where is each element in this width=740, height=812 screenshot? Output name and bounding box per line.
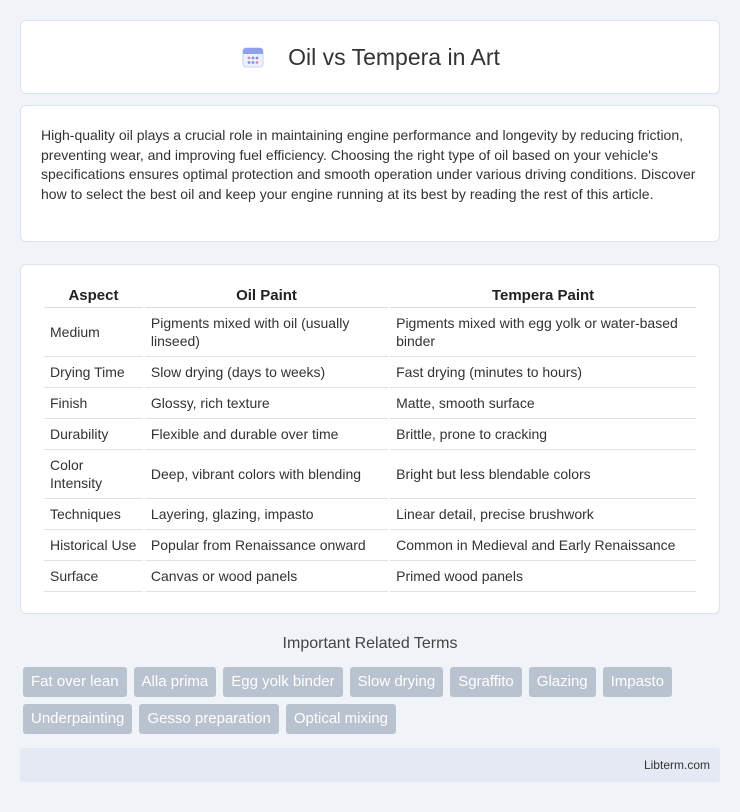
table-cell: Glossy, rich texture <box>145 388 388 419</box>
related-term-tag[interactable]: Glazing <box>529 667 596 697</box>
intro-card <box>20 105 720 242</box>
table-cell: Slow drying (days to weeks) <box>145 357 388 388</box>
related-term-tag[interactable]: Underpainting <box>23 704 132 734</box>
table-cell: Deep, vibrant colors with blending <box>145 450 388 499</box>
table-cell: Medium <box>44 308 143 357</box>
header-card <box>20 20 720 94</box>
table-cell: Pigments mixed with egg yolk or water-based binder <box>390 308 696 357</box>
calendar-icon <box>240 44 266 70</box>
table-cell: Matte, smooth surface <box>390 388 696 419</box>
table-cell: Techniques <box>44 499 143 530</box>
related-term-tag[interactable]: Impasto <box>603 667 672 697</box>
related-term-tag[interactable]: Slow drying <box>350 667 444 697</box>
column-header: Tempera Paint <box>390 283 696 308</box>
footer <box>20 748 720 782</box>
table-cell: Brittle, prone to cracking <box>390 419 696 450</box>
table-cell: Common in Medieval and Early Renaissance <box>390 530 696 561</box>
related-term-tag[interactable]: Sgraffito <box>450 667 522 697</box>
column-header: Oil Paint <box>145 283 388 308</box>
table-row <box>44 450 696 499</box>
table-cell: Bright but less blendable colors <box>390 450 696 499</box>
table-row <box>44 357 696 388</box>
related-term-tag[interactable]: Alla prima <box>134 667 217 697</box>
table-row <box>44 499 696 530</box>
table-row <box>44 561 696 592</box>
table-row <box>44 308 696 357</box>
column-header: Aspect <box>44 283 143 308</box>
table-row <box>44 388 696 419</box>
intro-paragraph: High-quality oil plays a crucial role in maintaining engine performance and longevity by reducing friction, preventing wear, and improving fuel efficiency. Choosing the right type of oil based on your vehicle's specifications ensures optimal protection and smooth operation under various driving conditions. Discover how to select the best oil and keep your engine running at its best by reading the rest of this article. <box>41 127 696 202</box>
table-cell: Fast drying (minutes to hours) <box>390 357 696 388</box>
table-cell: Pigments mixed with oil (usually linseed) <box>145 308 388 357</box>
table-cell: Durability <box>44 419 143 450</box>
related-terms-list <box>23 667 723 741</box>
table-cell: Drying Time <box>44 357 143 388</box>
page-title: Oil vs Tempera in Art <box>288 43 500 70</box>
table-cell: Color Intensity <box>44 450 143 499</box>
table-cell: Canvas or wood panels <box>145 561 388 592</box>
table-cell: Layering, glazing, impasto <box>145 499 388 530</box>
comparison-table-card <box>20 264 720 614</box>
table-cell: Finish <box>44 388 143 419</box>
table-cell: Historical Use <box>44 530 143 561</box>
related-term-tag[interactable]: Optical mixing <box>286 704 396 734</box>
related-term-tag[interactable]: Egg yolk binder <box>223 667 342 697</box>
footer-site-link[interactable]: Libterm.com <box>643 758 710 772</box>
table-cell: Popular from Renaissance onward <box>145 530 388 561</box>
table-cell: Flexible and durable over time <box>145 419 388 450</box>
related-term-tag[interactable]: Gesso preparation <box>139 704 278 734</box>
table-cell: Surface <box>44 561 143 592</box>
table-cell: Linear detail, precise brushwork <box>390 499 696 530</box>
table-cell: Primed wood panels <box>390 561 696 592</box>
table-row <box>44 530 696 561</box>
table-row <box>44 419 696 450</box>
related-term-tag[interactable]: Fat over lean <box>23 667 127 697</box>
related-terms-title: Important Related Terms <box>282 635 458 652</box>
comparison-table <box>42 283 698 592</box>
table-header-row <box>44 283 696 308</box>
